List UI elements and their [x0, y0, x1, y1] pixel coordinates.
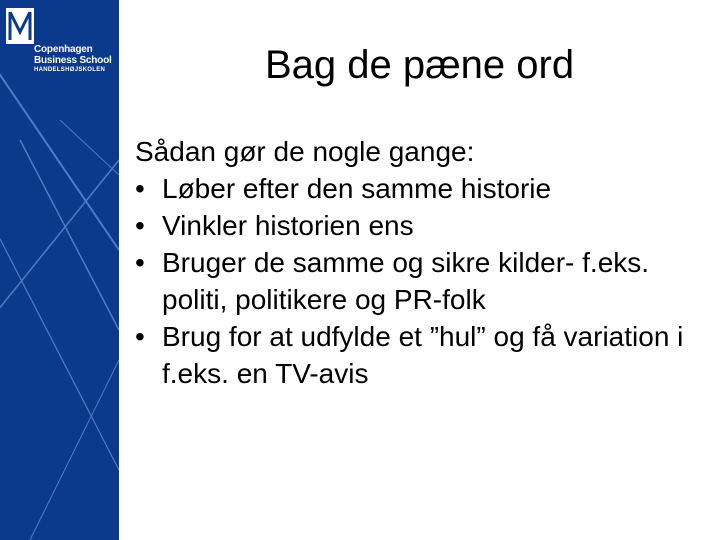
logo-line-1: Copenhagen	[34, 44, 93, 55]
intro-line: Sådan gør de nogle gange:	[135, 136, 475, 167]
bullet-dot-icon: •	[135, 210, 145, 241]
bullet-text: Brug for at udfylde et ”hul” og få variation i f.eks. en TV-avis	[162, 321, 684, 389]
bullet-item	[135, 170, 695, 207]
bullet-item	[135, 244, 695, 318]
sidebar-decoration	[0, 0, 119, 540]
logo-line-3: HANDELSHØJSKOLEN	[34, 67, 106, 73]
bullet-text: Løber efter den samme historie	[162, 173, 552, 204]
cbs-logo-icon	[6, 8, 34, 44]
bullet-dot-icon: •	[135, 173, 145, 204]
slide-title: Bag de pæne ord	[264, 43, 575, 87]
cbs-logo-text	[34, 44, 118, 75]
bullet-item	[135, 318, 695, 392]
bullet-text: Vinkler historien ens	[162, 210, 414, 241]
bullet-dot-icon: •	[135, 321, 145, 352]
bullet-text: Bruger de samme og sikre kilder- f.eks. politi, politikere og PR-folk	[162, 247, 650, 315]
sidebar-panel	[0, 0, 119, 540]
bullet-item	[135, 207, 695, 244]
bullet-dot-icon: •	[135, 247, 145, 278]
logo-line-2: Business School	[34, 55, 112, 66]
bullet-list	[135, 170, 695, 392]
slide-body	[135, 133, 695, 392]
